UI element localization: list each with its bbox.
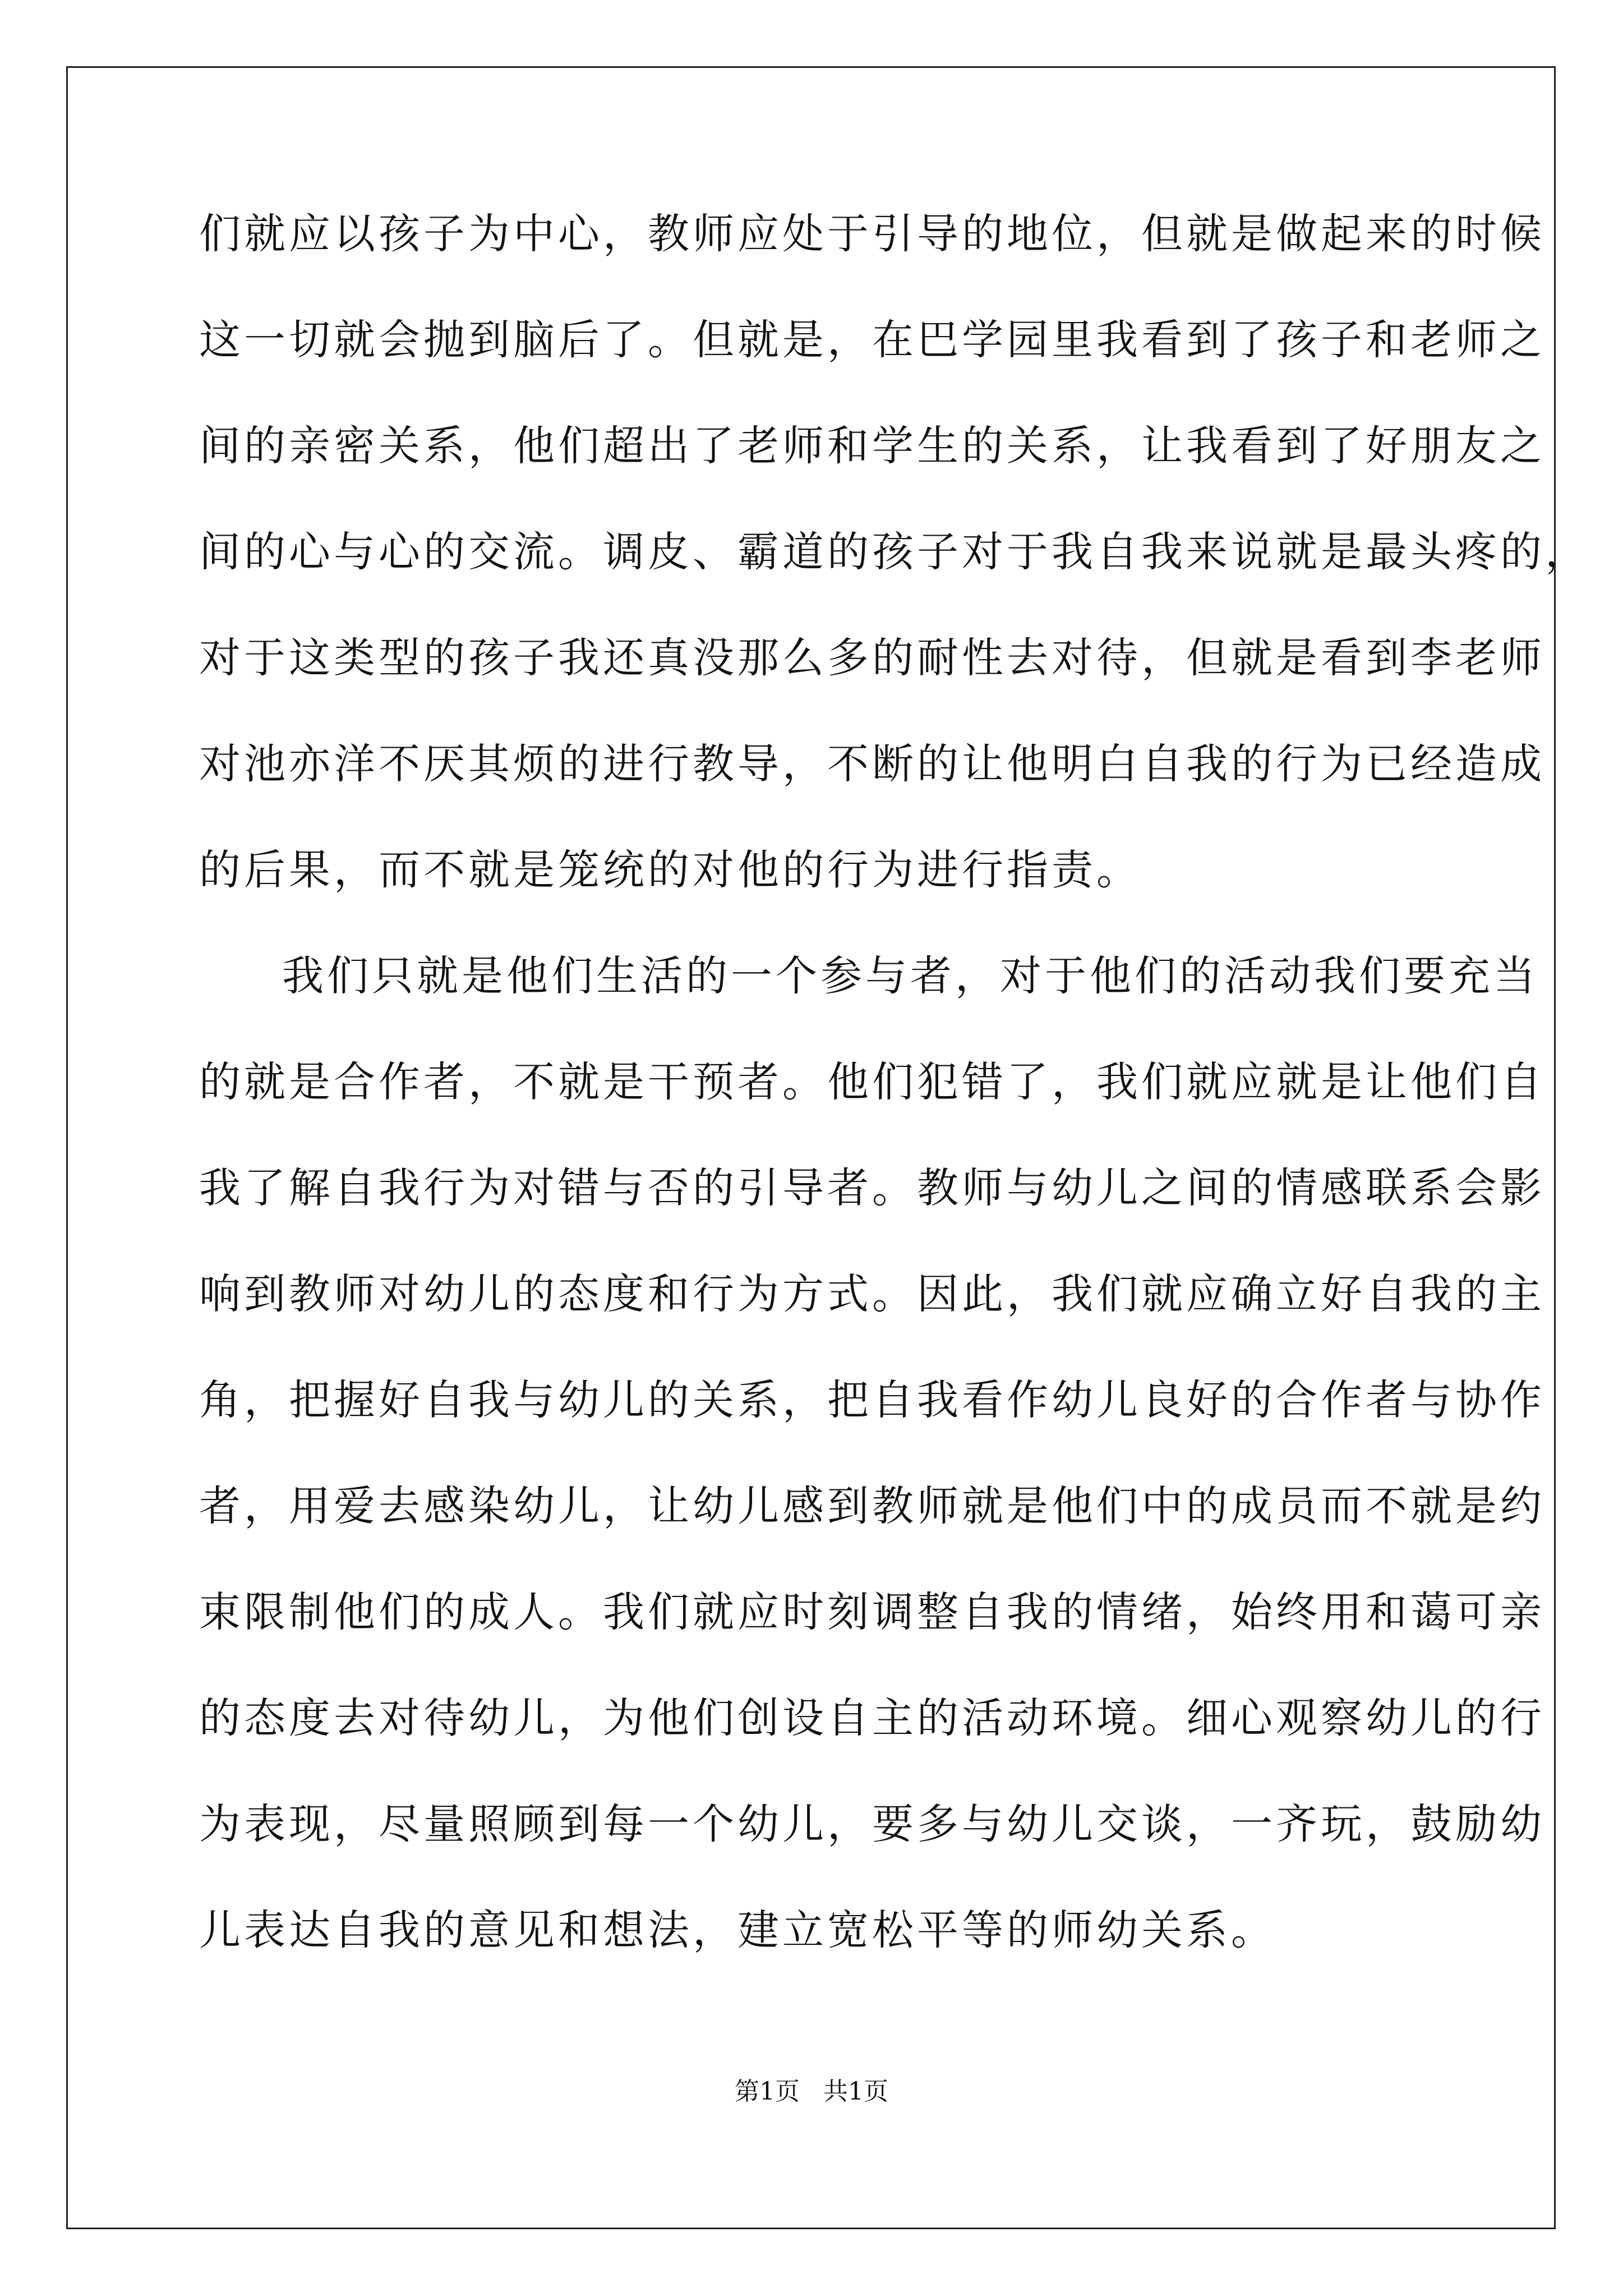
- paragraph-2-line-8: 的态度去对待幼儿，为他们创设自主的活动环境。细心观察幼儿的行: [199, 1694, 1545, 1742]
- paragraph-1-line-7: 的后果，而不就是笼统的对他的行为进行指责。: [199, 846, 1141, 894]
- paragraph-2-line-4: 响到教师对幼儿的态度和行为方式。因此，我们就应确立好自我的主: [199, 1270, 1545, 1318]
- paragraph-2-line-6: 者，用爱去感染幼儿，让幼儿感到教师就是他们中的成员而不就是约: [199, 1482, 1545, 1530]
- paragraph-2-line-1: 我们只就是他们生活的一个参与者，对于他们的活动我们要充当: [282, 952, 1538, 1000]
- paragraph-2-line-10: 儿表达自我的意见和想法，建立宽松平等的师幼关系。: [199, 1906, 1276, 1954]
- paragraph-1-line-3: 间的亲密关系，他们超出了老师和学生的关系，让我看到了好朋友之: [199, 422, 1545, 470]
- paragraph-1-line-5: 对于这类型的孩子我还真没那么多的耐性去对待，但就是看到李老师: [199, 634, 1545, 682]
- paragraph-1-line-2: 这一切就会抛到脑后了。但就是，在巴学园里我看到了孩子和老师之: [199, 316, 1545, 364]
- paragraph-2-line-3: 我了解自我行为对错与否的引导者。教师与幼儿之间的情感联系会影: [199, 1164, 1545, 1212]
- paragraph-2-line-2: 的就是合作者，不就是干预者。他们犯错了，我们就应就是让他们自: [199, 1058, 1545, 1106]
- paragraph-2-line-5: 角，把握好自我与幼儿的关系，把自我看作幼儿良好的合作者与协作: [199, 1376, 1545, 1424]
- paragraph-2-line-9: 为表现，尽量照顾到每一个幼儿，要多与幼儿交谈，一齐玩，鼓励幼: [199, 1800, 1545, 1848]
- paragraph-1-line-4: 间的心与心的交流。调皮、霸道的孩子对于我自我来说就是最头疼的，: [199, 528, 1590, 576]
- page-footer: 第1页 共1页: [735, 2077, 888, 2106]
- paragraph-1-line-6: 对池亦洋不厌其烦的进行教导，不断的让他明白自我的行为已经造成: [199, 740, 1545, 788]
- paragraph-2-line-7: 束限制他们的成人。我们就应时刻调整自我的情绪，始终用和蔼可亲: [199, 1588, 1545, 1636]
- paragraph-1-line-1: 们就应以孩子为中心，教师应处于引导的地位，但就是做起来的时候: [199, 210, 1545, 258]
- document-body: [199, 210, 1590, 2016]
